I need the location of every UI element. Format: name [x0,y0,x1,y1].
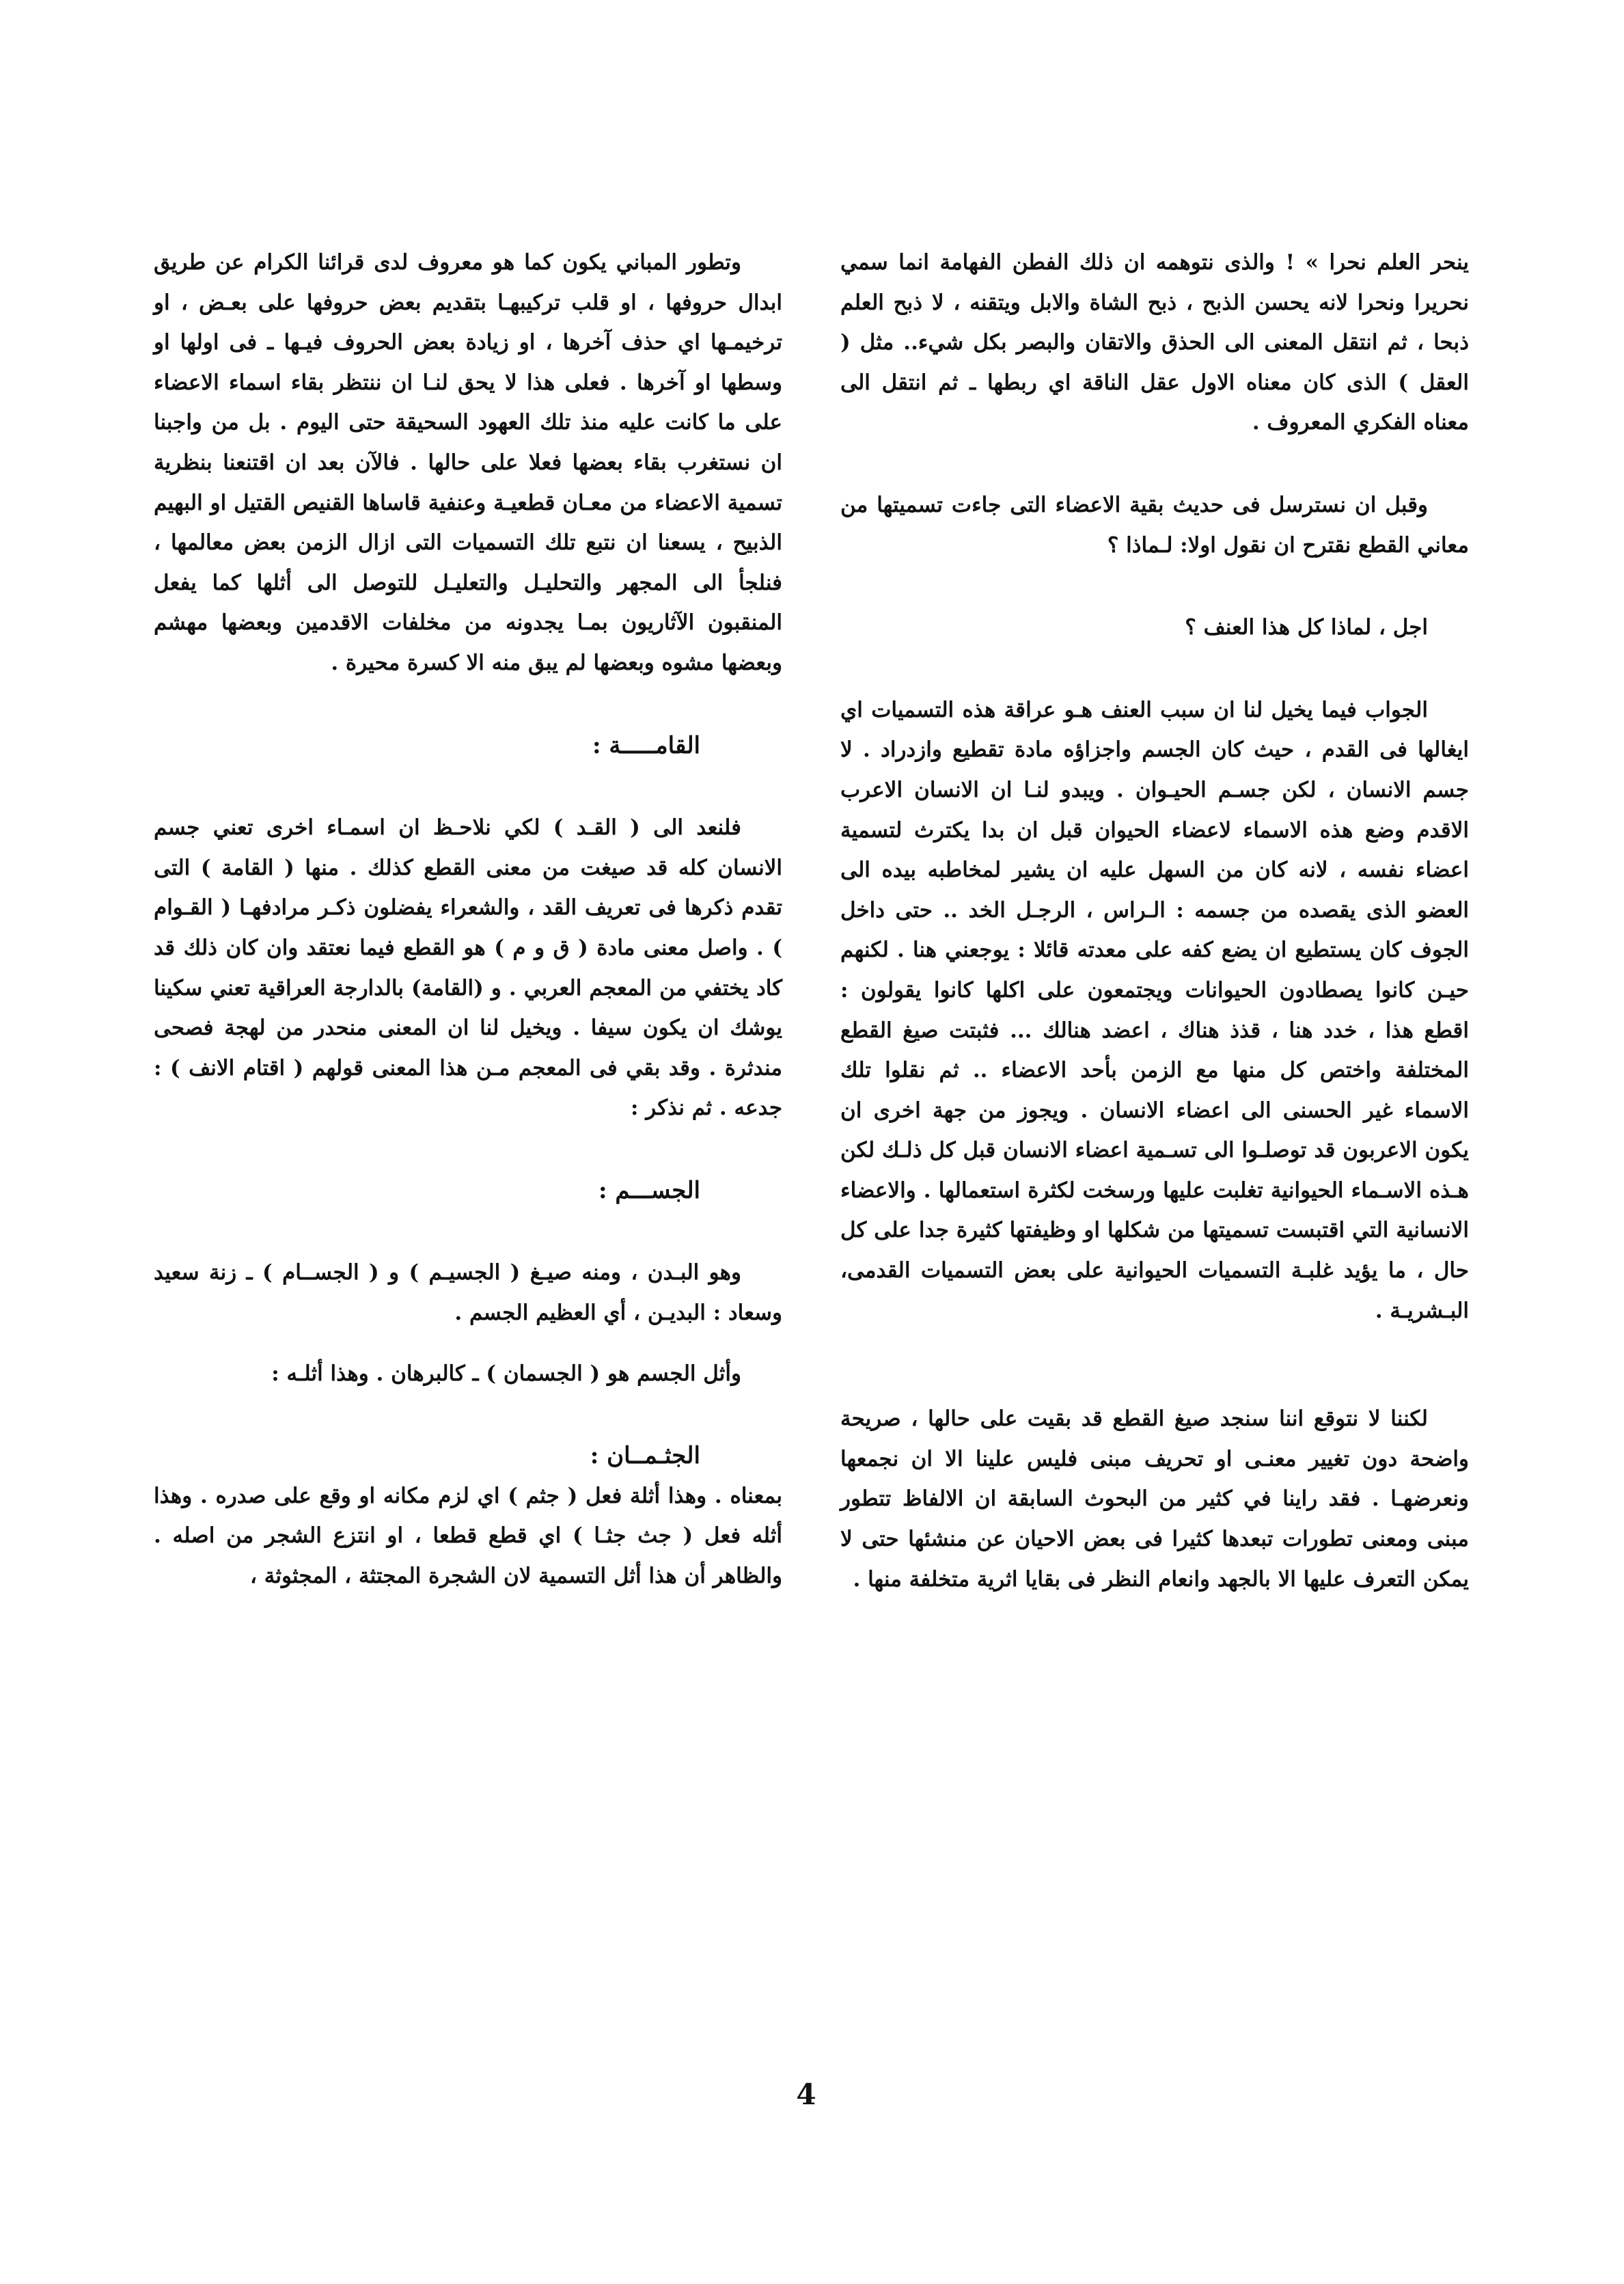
paragraph-gap [840,648,1469,690]
paragraph-gap [840,1331,1469,1399]
paragraph: الجواب فيما يخيل لنا ان سبب العنف هـو عراقة هذه التسميات اي ايغالها فى القدم ، حيث كان الجسم واجزاؤه مادة تقطيع وازدراد . لا جسم الانسان ، لكن جسـم الحيـوان . ويبدو لنـا ان الانسان الاعرب الاقدم وضع هذه الاسماء لاعضاء الحيوان قبل ان بدا يكترث لتسمية اعضاء نفسه ، لانه كان من السهل عليه ان يشير لمخاطبه بيده الى العضو الذى يقصده من جسمه : الـراس ، الرجـل الخد .. حتى داخل الجوف كان يستطيع ان يضع كفه على معدته قائلا : يوجعني هنا . لكنهم حيـن كانوا يصطادون الحيوانات ويجتمعون على اكلها كانوا يقولون : اقطع هذا ، خدد هنا ، قذذ هناك ، اعضد هنالك ... فثبتت صيغ القطع المختلفة واختص كل منها مع الزمن بأحد الاعضاء .. ثم نقلوا تلك الاسماء غير الحسنى الى اعضاء الانسان . ويجوز من جهة اخرى ان يكون الاعربون قد توصلـوا الى تسـمية اعضاء الانسان قبل كل ذلـك لكن هـذه الاسـماء الحيوانية تغلبت عليها ورسخت لكثرة استعمالها . والاعضاء الانسانية التي اقتبست تسميتها من شكلها او وظيفتها كثيرة جدا على كل حال ، ما يؤيد غلبـة التسميات الحيوانية على بعض التسميات القدمى، البـشريـة . [840,697,1469,1323]
paragraph: وأثل الجسم هو ( الجسمان ) ـ كالبرهان . وهذا أثلـه : [271,1361,741,1386]
paragraph: بمعناه . وهذا أثلة فعل ( جثم ) اي لزم مكانه او وقع على صدره . وهذا أثله فعل ( جث جثـا ) اي قطع قطعا ، او انتزع الشجر من اصله . والظاهر أن هذا أثل التسمية لان الشجرة المجتثة ، المجثوثة ، [154,1483,782,1589]
page-number: 4 [796,2078,816,2111]
paragraph-gap [154,765,782,808]
left-column [154,243,782,1596]
paragraph: وهو البـدن ، ومنه صيـغ ( الجسيـم ) و ( الجســام ) ـ زنة سعيد وسعاد : البديـن ، أي العظيم الجسم . [154,1260,782,1326]
paragraph: وقبل ان نسترسل فى حديث بقية الاعضاء التى جاءت تسميتها من معاني القطع نقترح ان نقول اولا: لـماذا ؟ [840,492,1469,558]
paragraph: لكننا لا نتوقع اننا سنجد صيغ القطع قد بقيت على حالها ، صريحة واضحة دون تغيير معنـى او تحريف مبنى فليس علينا الا ان نجمعها ونعرضهـا . فقد راينا في كثير من البحوث السابقة ان الالفاظ تتطور مبنى ومعنى تطورات تبعدها كثيرا فى بعض الاحيان عن منشئها حتى لا يمكن التعرف عليها الا بالجهد وانعام النظر فى بقايا اثرية متخلفة منها . [840,1406,1469,1592]
right-column [840,243,1469,1599]
paragraph: وتطور المباني يكون كما هو معروف لدى قرائنا الكرام عن طريق ابدال حروفها ، او قلب تركيبهـا بتقديم بعض حروفها على بعـض ، او ترخيمـها اي حذف آخرها ، او زيادة بعض الحروف فيـها ـ فى اولها او وسطها او آخرها . فعلى هذا لا يحق لنـا ان ننتظر بقاء اسماء الاعضاء على ما كانت عليه منذ تلك العهود السحيقة حتى اليوم . بل من واجبنا ان نستغرب بقاء بعضها فعلا على حالها . فالآن بعد ان اقتنعنا بنظرية تسمية الاعضاء من معـان قطعيـة وعنفية قاساها القنيص القتيل او البهيم الذبيح ، يسعنا ان نتبع تلك التسميات التى ازال الزمن بعض معالمها ، فنلجأ الى المجهر والتحليـل والتعليـل للتوصل الى أثلها كما يفعل المنقبون الآثاريون بمـا يجدونه من مخلفات الاقدمين وبعضها مهشم وبعضها مشوه وبعضها لم يبق منه الا كسرة محيرة . [154,250,782,675]
paragraph-gap [840,443,1469,485]
paragraph-gap [840,565,1469,608]
paragraph: فلنعد الى ( القـد ) لكي نلاحـظ ان اسمـاء اخرى تعني جسم الانسان كله قد صيغت من معنى القطع كذلك . منها ( القامة ) التى تقدم ذكرها فى تعريف القد ، والشعراء يفضلون ذكـر مرادفهـا ( القـوام ) . واصل معنى مادة ( ق و م ) هو القطع فيما نعتقد وان كان ذلك قد كاد يختفي من المعجم العربي . و (القامة) بالدارجة العراقية تعني سكينا يوشك ان يكون سيفا . ويخيل لنا ان المعنى منحدر من لهجة فصحى مندثرة . وقد بقي فى المعجم مـن هذا المعنى قولهم ( اقتام الانف ) : جدعه . ثم نذكر : [154,815,782,1121]
section-heading: الجثـمــان : [590,1442,700,1470]
paragraph-gap [154,683,782,726]
paragraph-gap [154,1128,782,1171]
section-heading: القامـــــة : [592,731,700,759]
paragraph-gap [154,1333,782,1354]
section-heading: الجســـم : [598,1176,700,1204]
question-line: اجل ، لماذا كل هذا العنف ؟ [1185,615,1428,640]
paragraph-gap [154,1210,782,1253]
paragraph: ينحر العلم نحرا » ! والذى نتوهمه ان ذلك الفطن الفهامة انما سمي نحريرا ونحرا لانه يحسن الذبح ، ذبح الشاة والابل ويتقنه ، لا ذبح العلم ذبحا ، ثم انتقل المعنى الى الحذق والاتقان والبصر بكل شيء.. مثل ( العقل ) الذى كان معناه الاول عقل الناقة اي ربطها ـ ثم انتقل الى معناه الفكري المعروف . [840,250,1469,435]
paragraph-gap [154,1393,782,1436]
